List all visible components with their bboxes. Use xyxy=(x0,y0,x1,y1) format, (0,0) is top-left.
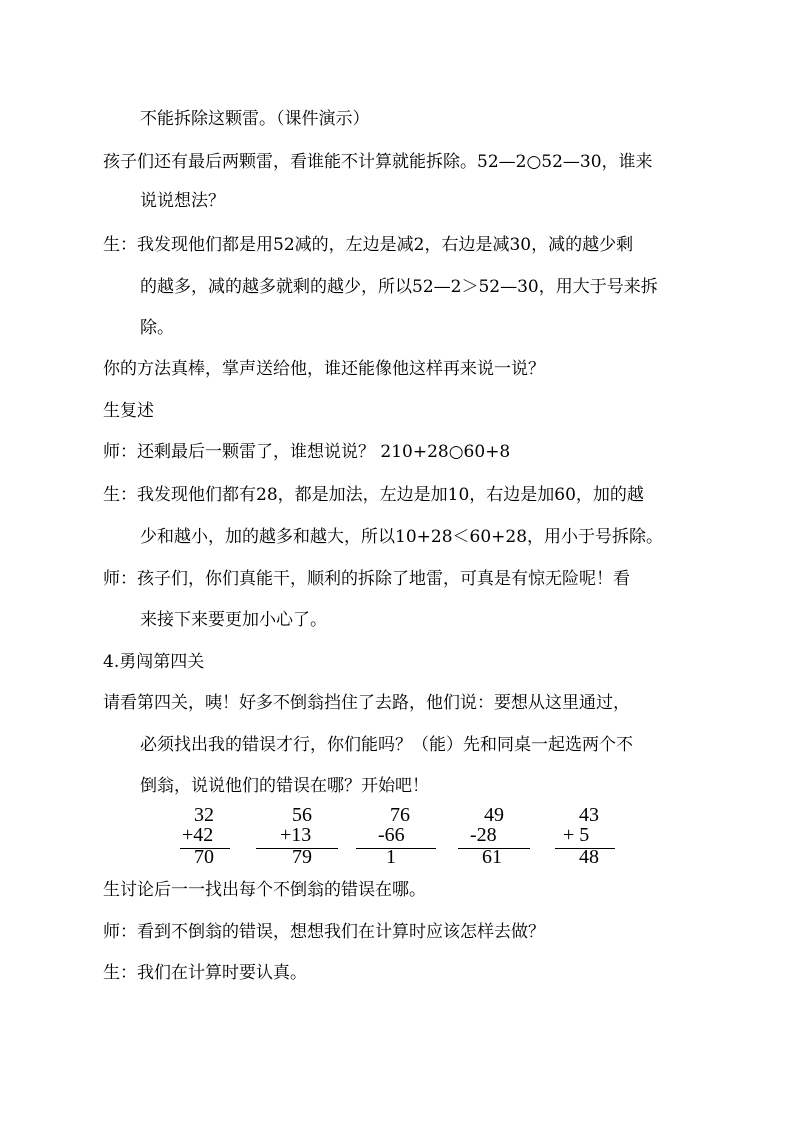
calc-result: 70 xyxy=(194,846,214,868)
calc-operand: +13 xyxy=(280,824,312,846)
calc-top-number: 49 xyxy=(484,804,504,826)
calc-top-number: 32 xyxy=(194,804,214,826)
paragraph-line: 师：孩子们，你们真能干，顺利的拆除了地雷，可真是有惊无险呢！看 xyxy=(103,569,630,589)
paragraph-line: 你的方法真棒，掌声送给他，谁还能像他这样再来说一说？ xyxy=(103,359,545,379)
calc-rule xyxy=(356,848,436,849)
calc-operand: -28 xyxy=(470,824,497,846)
paragraph-line: 必须找出我的错误才行，你们能吗？（能）先和同桌一起选两个不 xyxy=(140,735,633,755)
paragraph-line: 师：看到不倒翁的错误，想想我们在计算时应该怎样去做？ xyxy=(103,922,545,942)
paragraph-line: 请看第四关，咦！好多不倒翁挡住了去路，他们说：要想从这里通过， xyxy=(103,693,630,713)
paragraph-line: 生复述 xyxy=(103,401,154,421)
paragraph-line: 生：我发现他们都有28，都是加法，左边是加10，右边是加60，加的越 xyxy=(103,485,644,505)
calc-operand: +42 xyxy=(182,824,214,846)
calc-operand: + 5 xyxy=(563,824,590,846)
calc-result: 61 xyxy=(482,846,502,868)
paragraph-line: 师：还剩最后一颗雷了，谁想说说？ 210+28○60+8 xyxy=(103,442,511,462)
calc-result: 48 xyxy=(579,846,599,868)
calc-result: 1 xyxy=(386,846,396,868)
calc-top-number: 76 xyxy=(390,804,410,826)
paragraph-line: 倒翁，说说他们的错误在哪？开始吧！ xyxy=(140,776,429,796)
calc-top-number: 56 xyxy=(292,804,312,826)
paragraph-line: 来接下来要更加小心了。 xyxy=(140,610,327,630)
paragraph-line: 生：我们在计算时要认真。 xyxy=(103,963,307,983)
calc-result: 79 xyxy=(292,846,312,868)
paragraph-line: 孩子们还有最后两颗雷，看谁能不计算就能拆除。52—2○52—30，谁来 xyxy=(103,152,653,172)
calc-operand: -66 xyxy=(378,824,405,846)
paragraph-line: 不能拆除这颗雷。（课件演示） xyxy=(140,109,370,129)
paragraph-line: 生讨论后一一找出每个不倒翁的错误在哪。 xyxy=(103,880,426,900)
section-heading: 4.勇闯第四关 xyxy=(103,652,205,672)
paragraph-line: 除。 xyxy=(140,318,174,338)
paragraph-line: 生：我发现他们都是用52减的，左边是减2，右边是减30，减的越少剩 xyxy=(103,235,634,255)
paragraph-line: 的越多，减的越多就剩的越少，所以52—2＞52—30，用大于号来拆 xyxy=(140,277,658,297)
paragraph-line: 说说想法？ xyxy=(140,191,225,211)
calc-top-number: 43 xyxy=(579,804,599,826)
paragraph-line: 少和越小，加的越多和越大，所以10+28＜60+28，用小于号拆除。 xyxy=(140,527,664,547)
